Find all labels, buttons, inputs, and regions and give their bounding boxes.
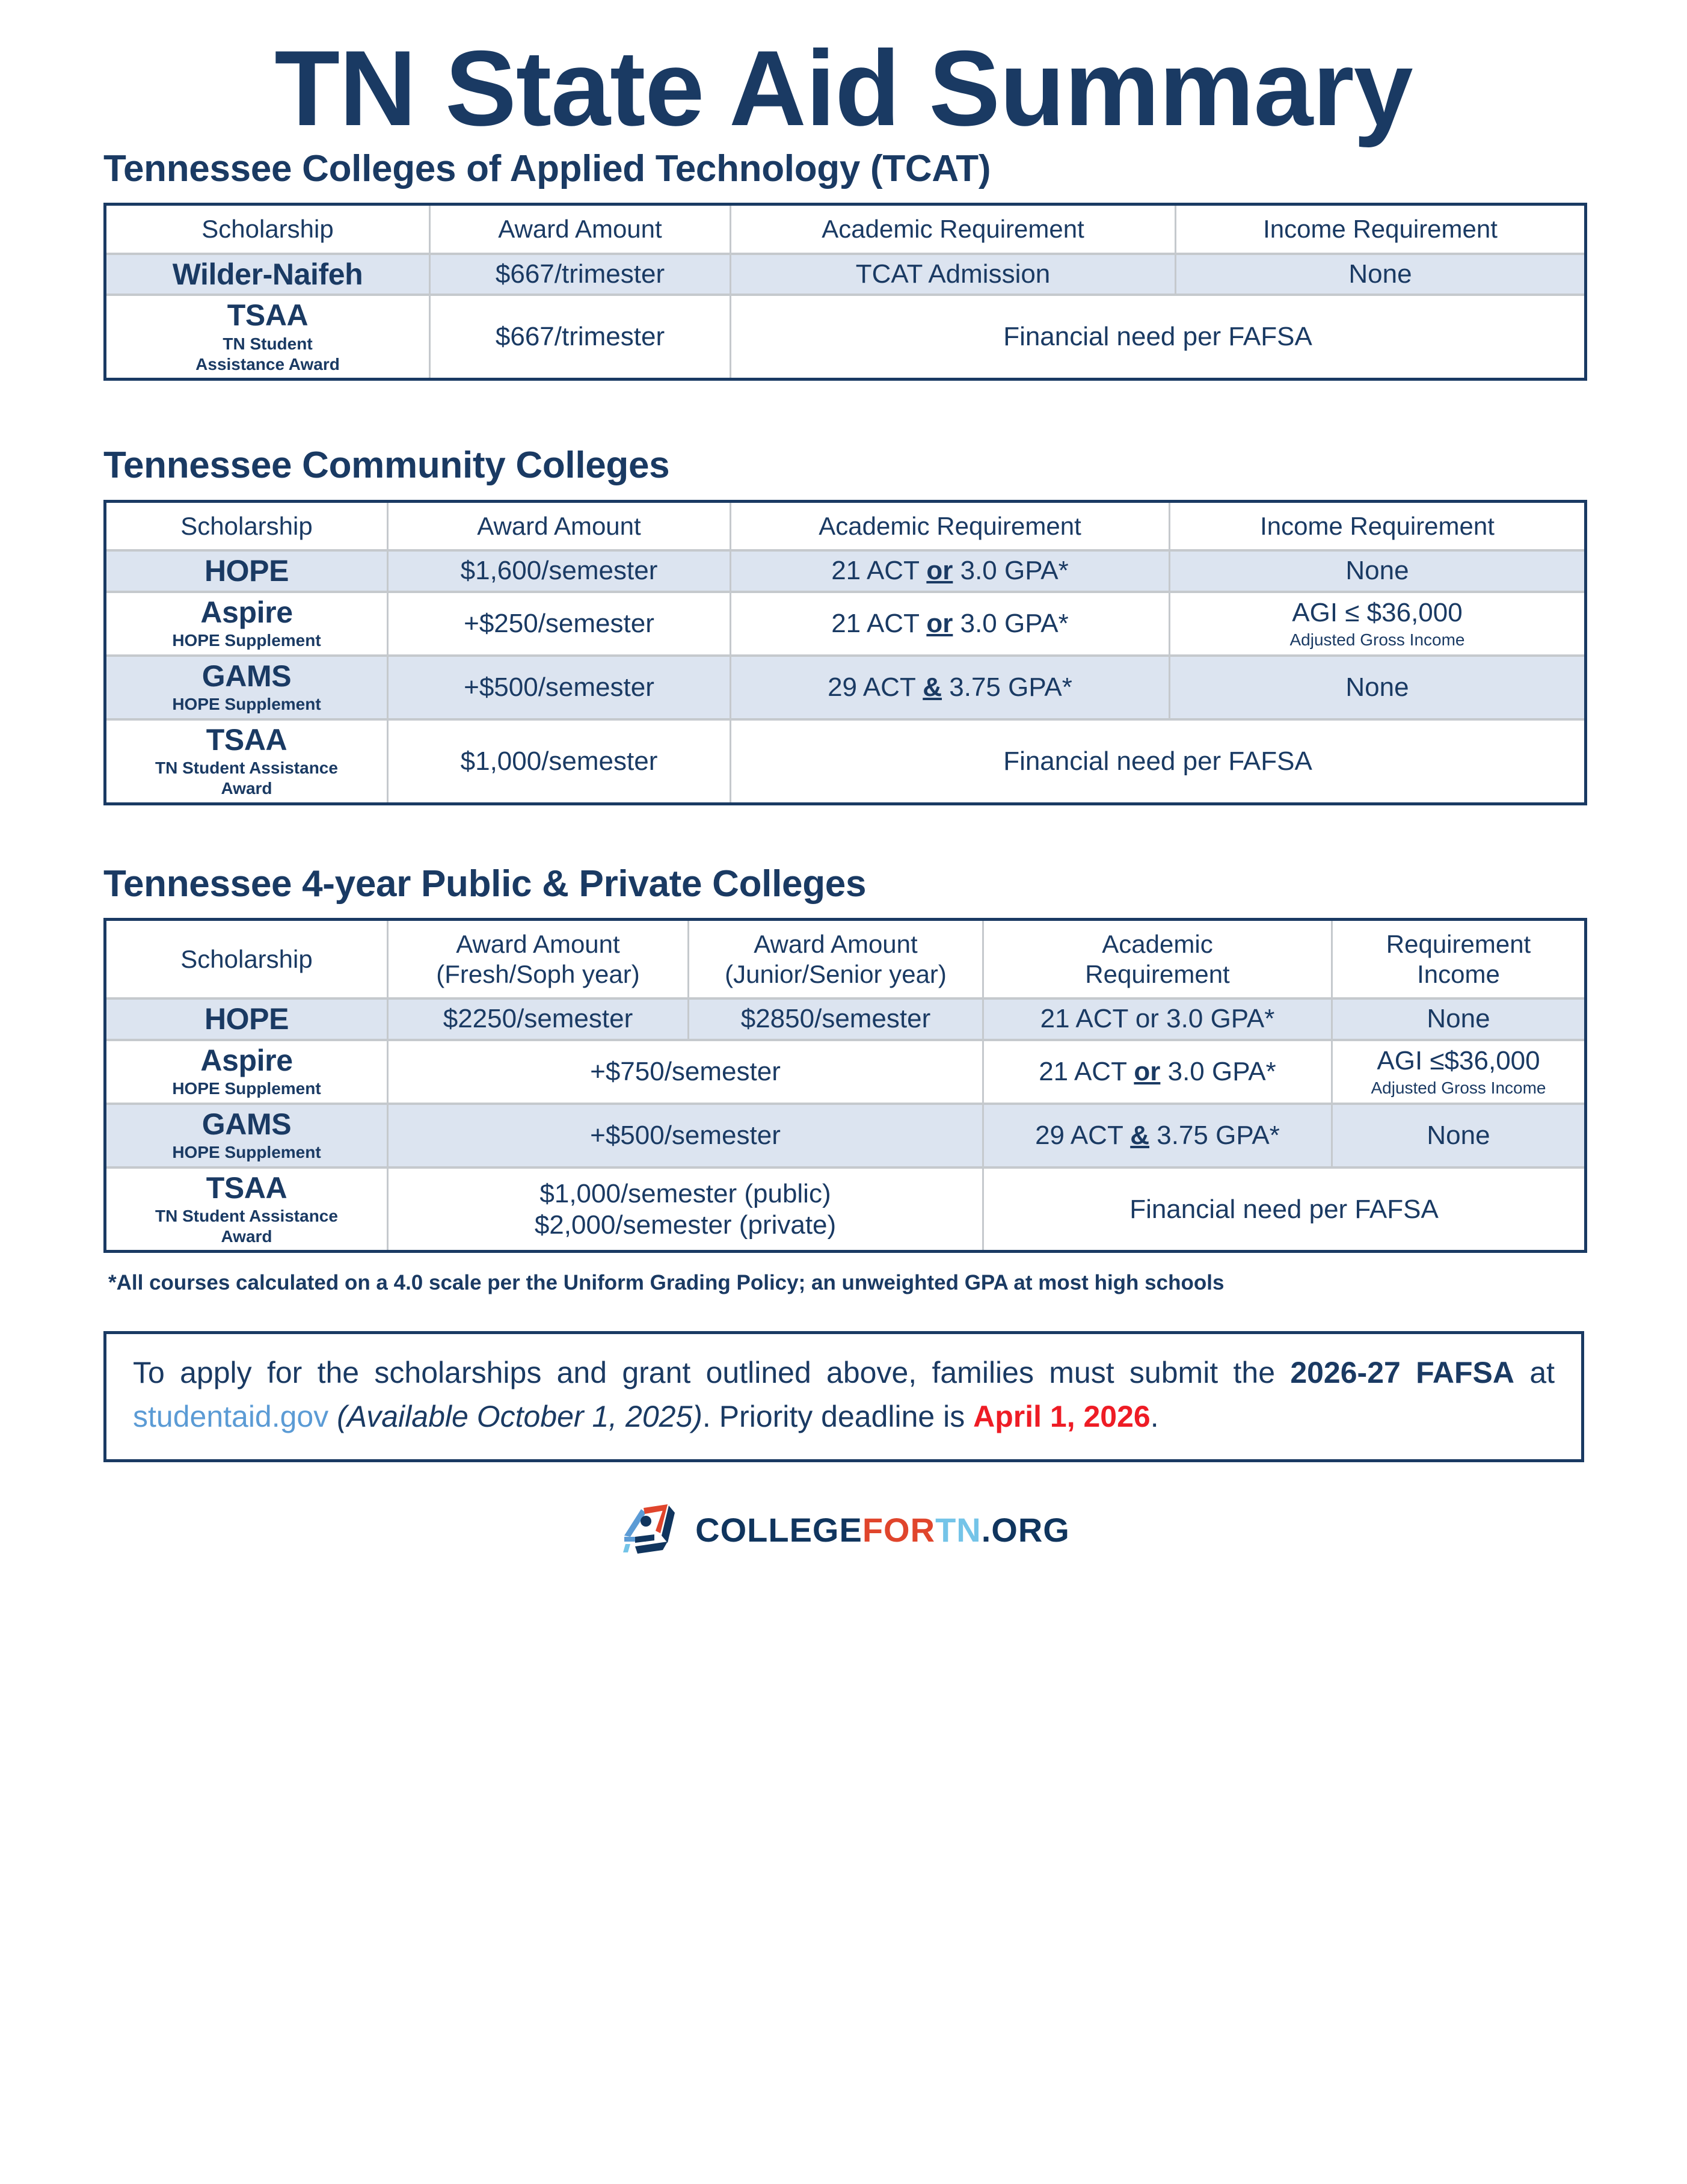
cell-scholarship-name <box>105 1040 388 1104</box>
cell-scholarship-name <box>105 1167 388 1252</box>
cell-scholarship-name <box>105 719 388 804</box>
cell-academic-requirement: TCAT Admission <box>731 254 1176 295</box>
cell-scholarship-name <box>105 550 388 592</box>
scholarship-name: TSAA <box>206 722 287 757</box>
collegefortn-logo <box>0 1500 1687 1560</box>
col-header-requirement-income: Requirement Income <box>1332 919 1586 998</box>
fafsa-label: 2026-27 FAFSA <box>1290 1356 1515 1390</box>
scholarship-subtitle: HOPE Supplement <box>172 1143 321 1162</box>
col-header-academic-requirement: Academic Requirement <box>983 919 1332 998</box>
callout-text-part3 <box>328 1400 337 1433</box>
cell-merged-requirement: Financial need per FAFSA <box>731 719 1586 804</box>
callout-text-part2: at <box>1514 1356 1555 1390</box>
table-row <box>105 295 1586 379</box>
table-community-colleges <box>103 500 1587 805</box>
income-value: AGI ≤$36,000 <box>1377 1045 1540 1075</box>
scholarship-name: HOPE <box>204 1002 289 1036</box>
cell-award-merged: +$750/semester <box>388 1040 983 1104</box>
table-header-row <box>105 501 1586 550</box>
studentaid-link[interactable]: studentaid.gov <box>133 1400 329 1434</box>
cell-scholarship-name <box>105 295 430 379</box>
cell-award-merged: +$500/semester <box>388 1104 983 1167</box>
cell-income-requirement: None <box>1170 550 1586 592</box>
cell-merged-requirement: Financial need per FAFSA <box>983 1167 1586 1252</box>
logo-word-for: FOR <box>862 1510 936 1549</box>
cell-merged-requirement: Financial need per FAFSA <box>731 295 1586 379</box>
table-row <box>105 998 1586 1040</box>
col-header-income-requirement: Income Requirement <box>1170 501 1586 550</box>
cell-award-fresh-soph: $2250/semester <box>388 998 689 1040</box>
income-value: AGI ≤ $36,000 <box>1292 597 1463 627</box>
fafsa-callout-box <box>103 1331 1584 1462</box>
scholarship-name: HOPE <box>204 554 289 588</box>
cell-academic-requirement <box>983 1104 1332 1167</box>
cell-academic-requirement <box>731 550 1170 592</box>
academic-emphasis: or <box>926 608 953 638</box>
col-header-award-amount: Award Amount <box>430 205 731 254</box>
priority-deadline-date: April 1, 2026 <box>973 1400 1151 1434</box>
availability-note: (Available October 1, 2025) <box>337 1400 702 1434</box>
table-row <box>105 254 1586 295</box>
section-tcat <box>0 148 1687 381</box>
cell-income-requirement <box>1332 1040 1586 1104</box>
cell-academic-requirement <box>983 1040 1332 1104</box>
table-four-year-colleges <box>103 918 1587 1253</box>
table-header-row <box>105 205 1586 254</box>
col-header-scholarship: Scholarship <box>105 919 388 998</box>
cell-scholarship-name <box>105 998 388 1040</box>
scholarship-name: GAMS <box>201 659 292 693</box>
scholarship-name: Aspire <box>200 595 293 629</box>
cell-award-amount: +$500/semester <box>388 656 731 719</box>
callout-text-part1: To apply for the scholarships and grant outlined above, families must submit the <box>133 1356 1291 1390</box>
cell-award-merged: $1,000/semester (public) $2,000/semester (private) <box>388 1167 983 1252</box>
income-subnote: Adjusted Gross Income <box>1371 1078 1546 1097</box>
scholarship-subtitle: TN Student Assistance Award <box>155 758 338 798</box>
table-row <box>105 656 1586 719</box>
graduation-cap-icon <box>617 1500 680 1560</box>
academic-post: 3.0 GPA* <box>953 608 1069 638</box>
cell-scholarship-name <box>105 254 430 295</box>
cell-award-junior-senior: $2850/semester <box>689 998 983 1040</box>
gpa-footnote: *All courses calculated on a 4.0 scale per the Uniform Grading Policy; an unweighted GPA at most high schools <box>108 1271 1225 1295</box>
scholarship-name: Wilder-Naifeh <box>172 257 363 291</box>
academic-emphasis: & <box>923 672 942 702</box>
col-header-award-amount: Award Amount <box>388 501 731 550</box>
scholarship-subtitle: HOPE Supplement <box>172 1079 321 1098</box>
logo-word-college: COLLEGE <box>695 1510 862 1549</box>
logo-word-org: .ORG <box>981 1510 1070 1549</box>
cell-award-amount: $1,600/semester <box>388 550 731 592</box>
col-header-income-requirement: Income Requirement <box>1176 205 1586 254</box>
cell-academic-requirement: 21 ACT or 3.0 GPA* <box>983 998 1332 1040</box>
col-header-award-junior-senior: Award Amount (Junior/Senior year) <box>689 919 983 998</box>
cell-income-requirement <box>1170 592 1586 656</box>
table-row <box>105 1104 1586 1167</box>
academic-emphasis: or <box>1134 1056 1161 1086</box>
academic-pre: 21 ACT <box>831 556 927 586</box>
section-heading-community: Tennessee Community Colleges <box>103 444 670 487</box>
academic-post: 3.0 GPA* <box>1160 1056 1276 1086</box>
col-header-scholarship: Scholarship <box>105 501 388 550</box>
table-row <box>105 550 1586 592</box>
scholarship-name: Aspire <box>200 1043 293 1077</box>
academic-emphasis: or <box>926 556 953 586</box>
col-header-academic-requirement: Academic Requirement <box>731 501 1170 550</box>
cell-income-requirement: None <box>1176 254 1586 295</box>
academic-pre: 29 ACT <box>1035 1120 1131 1150</box>
cell-academic-requirement <box>731 656 1170 719</box>
cell-income-requirement: None <box>1332 998 1586 1040</box>
scholarship-subtitle: TN Student Assistance Award <box>195 334 340 374</box>
scholarship-name: GAMS <box>201 1107 292 1141</box>
section-heading-tcat: Tennessee Colleges of Applied Technology (TCAT) <box>103 148 991 189</box>
cell-scholarship-name <box>105 592 388 656</box>
cell-income-requirement: None <box>1170 656 1586 719</box>
academic-post: 3.0 GPA* <box>953 556 1069 586</box>
table-tcat <box>103 203 1587 381</box>
academic-emphasis: & <box>1130 1120 1150 1150</box>
cell-scholarship-name <box>105 1104 388 1167</box>
academic-pre: 29 ACT <box>828 672 923 702</box>
section-heading-four-year: Tennessee 4-year Public & Private Colleges <box>103 863 867 905</box>
logo-word-tn: TN <box>935 1510 982 1549</box>
section-four-year-colleges <box>0 863 1687 1296</box>
table-row <box>105 719 1586 804</box>
cell-scholarship-name <box>105 656 388 719</box>
academic-post: 3.75 GPA* <box>1149 1120 1280 1150</box>
cell-income-requirement: None <box>1332 1104 1586 1167</box>
col-header-scholarship: Scholarship <box>105 205 430 254</box>
cell-academic-requirement <box>731 592 1170 656</box>
callout-text-part5: . <box>1150 1400 1159 1434</box>
cell-award-amount: $667/trimester <box>430 254 731 295</box>
table-row <box>105 1040 1586 1104</box>
table-header-row <box>105 919 1586 998</box>
cell-award-amount: +$250/semester <box>388 592 731 656</box>
scholarship-subtitle: HOPE Supplement <box>172 695 321 714</box>
cell-award-amount: $1,000/semester <box>388 719 731 804</box>
scholarship-subtitle: HOPE Supplement <box>172 631 321 650</box>
academic-post: 3.75 GPA* <box>942 672 1072 702</box>
callout-text-part4: . Priority deadline is <box>702 1400 974 1434</box>
scholarship-name: TSAA <box>206 1170 287 1205</box>
section-community-colleges <box>0 444 1687 805</box>
col-header-award-fresh-soph: Award Amount (Fresh/Soph year) <box>388 919 689 998</box>
scholarship-name: TSAA <box>227 298 309 333</box>
table-row <box>105 1167 1586 1252</box>
academic-pre: 21 ACT <box>1039 1056 1134 1086</box>
col-header-academic-requirement: Academic Requirement <box>731 205 1176 254</box>
scholarship-subtitle: TN Student Assistance Award <box>155 1207 338 1246</box>
income-subnote: Adjusted Gross Income <box>1289 630 1465 649</box>
page-title: TN State Aid Summary <box>274 28 1413 148</box>
cell-award-amount: $667/trimester <box>430 295 731 379</box>
table-row <box>105 592 1586 656</box>
academic-pre: 21 ACT <box>831 608 927 638</box>
logo-wordmark <box>695 1510 1070 1549</box>
